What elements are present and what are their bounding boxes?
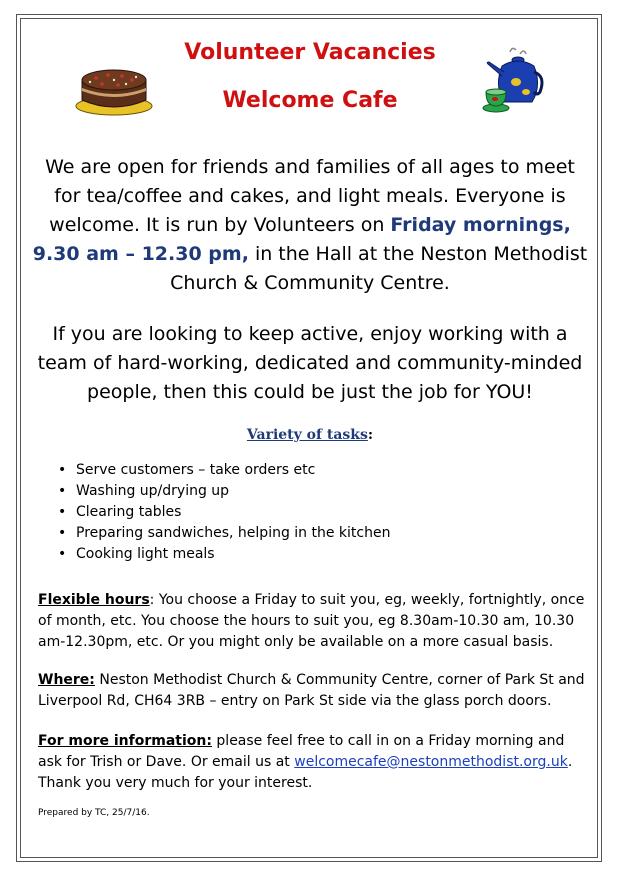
list-item: • Cooking light meals [40, 544, 390, 565]
tasks-heading-text: Variety of tasks [246, 427, 368, 443]
intro-text-end: in the Hall at the Neston Methodist Church & Community Centre. [170, 243, 588, 294]
cake-icon [74, 58, 154, 116]
opening-hours: Friday mornings, 9.30 am – 12.30 pm, [32, 214, 571, 265]
footer-note: Prepared by TC, 25/7/16. [38, 808, 150, 818]
tasks-heading-colon: : [367, 427, 374, 443]
flexible-hours-section [38, 590, 588, 653]
more-info-label: For more information: [38, 733, 212, 749]
page-subtitle: Welcome Cafe [222, 88, 398, 113]
more-info-section [38, 731, 588, 794]
where-label: Where: [38, 672, 95, 688]
appeal-paragraph: If you are looking to keep active, enjoy working with a team of hard-working, dedicated and community-minded people, then this could be just the job for YOU! [37, 323, 583, 403]
flexible-hours-label: Flexible hours [38, 592, 150, 608]
tasks-heading [0, 427, 620, 443]
list-item: • Clearing tables [40, 502, 390, 523]
list-item: • Serve customers – take orders etc [40, 460, 390, 481]
tasks-list [40, 460, 390, 565]
where-section [38, 670, 588, 712]
flexible-hours-text: : You choose a Friday to suit you, eg, weekly, fortnightly, once of month, etc. You choose the hours to suit you, eg 8.30am-10.30 am, 10.30 am-12.30pm, etc. Or you might only be available on a more casual basis. [38, 592, 585, 650]
more-info-period: . [567, 754, 573, 770]
thanks-text: Thank you very much for your interest. [38, 775, 313, 791]
where-text: Neston Methodist Church & Community Centre, corner of Park St and Liverpool Rd, CH64 3RB – entry on Park St side via the glass porch doors. [38, 672, 585, 709]
list-item: • Washing up/drying up [40, 481, 390, 502]
more-info-text: please feel free to call in on a Friday morning and ask for Trish or Dave. Or email us at [38, 733, 565, 770]
page-title: Volunteer Vacancies [184, 40, 436, 65]
teapot-icon [482, 46, 546, 116]
intro-text: We are open for friends and families of all ages to meet for tea/coffee and cakes, and light meals. Everyone is welcome. It is run by Volunteers on [45, 156, 575, 236]
intro-paragraph [30, 153, 590, 298]
list-item: • Preparing sandwiches, helping in the kitchen [40, 523, 390, 544]
email-link[interactable]: welcomecafe@nestonmethodist.org.uk [294, 754, 568, 770]
